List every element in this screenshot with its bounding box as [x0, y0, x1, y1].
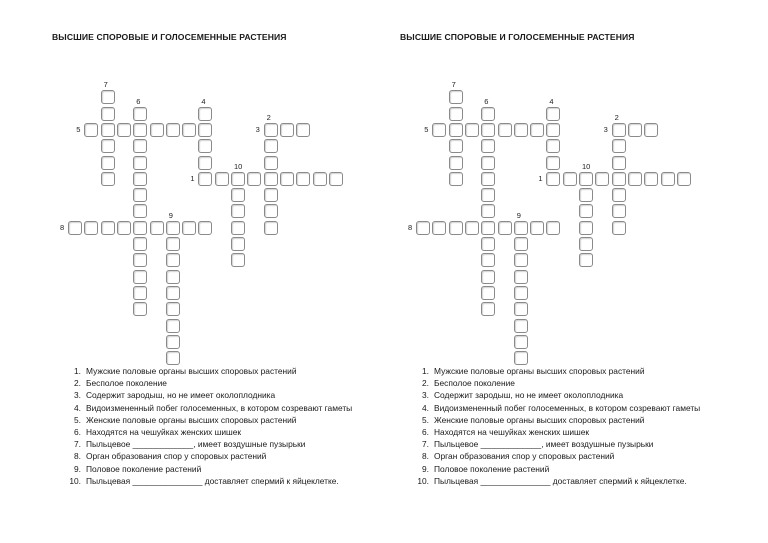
crossword-cell[interactable]: [498, 221, 512, 235]
crossword-grid: [400, 0, 740, 360]
crossword-cell[interactable]: [546, 156, 560, 170]
crossword-cell[interactable]: [231, 172, 245, 186]
crossword-cell[interactable]: [612, 172, 626, 186]
clue-number-label: 4: [549, 96, 554, 106]
clue-text: Видоизмененный побег голосеменных, в котором созревают гаметы: [434, 402, 701, 413]
crossword-cell[interactable]: [198, 139, 212, 153]
clue-number-label: 7: [451, 80, 456, 90]
clue-text: Находятся на чешуйках женских шишек: [86, 427, 242, 438]
clue-number: 10.: [417, 475, 429, 486]
clue-text: Пыльцевое _____________, имеет воздушные пузырьки: [86, 439, 306, 450]
crossword-cell[interactable]: [264, 139, 278, 153]
worksheet-right: [400, 0, 740, 543]
crossword-cell[interactable]: [449, 107, 463, 121]
crossword-cell[interactable]: [432, 123, 446, 137]
crossword-cell[interactable]: [198, 156, 212, 170]
clue-number-label: 8: [60, 222, 65, 232]
clue-number: 3.: [74, 390, 81, 401]
clue-text: Видоизмененный побег голосеменных, в котором созревают гаметы: [86, 402, 353, 413]
clue-item: [416, 402, 716, 414]
clue-number: 2.: [422, 378, 429, 389]
crossword-cell[interactable]: [481, 270, 495, 284]
clue-number-label: 4: [201, 96, 206, 106]
clue-number-label: 2: [614, 112, 619, 122]
crossword-cell[interactable]: [612, 123, 626, 137]
crossword-cell[interactable]: [198, 221, 212, 235]
crossword-cell[interactable]: [481, 139, 495, 153]
clue-item: [68, 426, 368, 438]
crossword-cell[interactable]: [481, 188, 495, 202]
clue-item: [68, 450, 368, 462]
crossword-cell[interactable]: [481, 286, 495, 300]
clue-item: [68, 402, 368, 414]
crossword-cell[interactable]: [133, 172, 147, 186]
worksheet-title: ВЫСШИЕ СПОРОВЫЕ И ГОЛОСЕМЕННЫЕ РАСТЕНИЯ: [52, 32, 287, 42]
clue-number: 2.: [74, 378, 81, 389]
clue-text: Мужские половые органы высших споровых растений: [86, 366, 297, 376]
crossword-cell[interactable]: [481, 302, 495, 316]
clue-number: 1.: [422, 366, 429, 376]
clue-text: Половое поколение растений: [86, 463, 202, 474]
crossword-cell[interactable]: [166, 335, 180, 349]
crossword-cell[interactable]: [198, 172, 212, 186]
crossword-cell[interactable]: [612, 139, 626, 153]
clue-item: [68, 475, 368, 487]
crossword-cell[interactable]: [264, 123, 278, 137]
clue-number-label: 3: [255, 124, 260, 134]
crossword-cell[interactable]: [182, 123, 196, 137]
crossword-cell[interactable]: [264, 204, 278, 218]
crossword-cell[interactable]: [644, 172, 658, 186]
crossword-cell[interactable]: [215, 172, 229, 186]
crossword-cell[interactable]: [264, 156, 278, 170]
crossword-cell[interactable]: [247, 172, 261, 186]
clue-number-label: 6: [484, 96, 489, 106]
crossword-cell[interactable]: [465, 123, 479, 137]
clue-text: Пыльцевая _______________ доставляет спермий к яйцеклетке.: [86, 475, 339, 486]
clue-item: [68, 365, 368, 377]
crossword-cell[interactable]: [101, 156, 115, 170]
crossword-cell[interactable]: [595, 172, 609, 186]
clue-list: [416, 365, 716, 487]
clue-item: [416, 426, 716, 438]
crossword-cell[interactable]: [612, 156, 626, 170]
crossword-cell[interactable]: [514, 335, 528, 349]
clue-number: 3.: [422, 390, 429, 401]
crossword-cell[interactable]: [514, 237, 528, 251]
clue-number-label: 10: [582, 161, 591, 171]
crossword-cell[interactable]: [514, 286, 528, 300]
crossword-cell[interactable]: [612, 188, 626, 202]
clue-text: Содержит зародыш, но не имеет околоплодника: [434, 390, 624, 401]
clue-number: 1.: [74, 366, 81, 376]
crossword-cell[interactable]: [166, 302, 180, 316]
crossword-cell[interactable]: [166, 286, 180, 300]
crossword-cell[interactable]: [133, 123, 147, 137]
crossword-cell[interactable]: [150, 221, 164, 235]
crossword-cell[interactable]: [280, 172, 294, 186]
crossword-cell[interactable]: [579, 204, 593, 218]
clue-number-label: 1: [190, 173, 195, 183]
crossword-cell[interactable]: [514, 319, 528, 333]
clue-text: Женские половые органы высших споровых растений: [434, 414, 645, 425]
clue-number-label: 8: [408, 222, 413, 232]
clue-number: 4.: [422, 402, 429, 413]
crossword-cell[interactable]: [166, 253, 180, 267]
crossword-cell[interactable]: [166, 237, 180, 251]
crossword-cell[interactable]: [101, 123, 115, 137]
clue-number-label: 5: [76, 124, 81, 134]
crossword-cell[interactable]: [166, 270, 180, 284]
crossword-cell[interactable]: [296, 172, 310, 186]
crossword-cell[interactable]: [514, 253, 528, 267]
crossword-cell[interactable]: [449, 123, 463, 137]
clue-number-label: 9: [168, 210, 173, 220]
crossword-cell[interactable]: [530, 123, 544, 137]
crossword-cell[interactable]: [166, 351, 180, 365]
crossword-cell[interactable]: [133, 139, 147, 153]
clue-number: 7.: [74, 439, 81, 450]
clue-text: Женские половые органы высших споровых растений: [86, 414, 297, 425]
clue-number: 9.: [422, 463, 429, 474]
clue-text: Находятся на чешуйках женских шишек: [434, 427, 590, 438]
crossword-cell[interactable]: [231, 188, 245, 202]
clue-list: [68, 365, 368, 487]
crossword-cell[interactable]: [481, 204, 495, 218]
crossword-cell[interactable]: [481, 172, 495, 186]
clue-number-label: 9: [516, 210, 521, 220]
clue-item: [416, 365, 716, 377]
crossword-cell[interactable]: [514, 351, 528, 365]
crossword-cell[interactable]: [481, 123, 495, 137]
clue-item: [68, 389, 368, 401]
crossword-cell[interactable]: [579, 188, 593, 202]
crossword-cell[interactable]: [101, 139, 115, 153]
crossword-cell[interactable]: [231, 204, 245, 218]
crossword-cell[interactable]: [133, 253, 147, 267]
crossword-cell[interactable]: [514, 221, 528, 235]
clue-item: [416, 475, 716, 487]
crossword-cell[interactable]: [546, 221, 560, 235]
crossword-cell[interactable]: [449, 221, 463, 235]
crossword-cell[interactable]: [579, 253, 593, 267]
crossword-cell[interactable]: [264, 172, 278, 186]
clue-number-label: 3: [603, 124, 608, 134]
clue-number-label: 5: [424, 124, 429, 134]
crossword-cell[interactable]: [546, 139, 560, 153]
crossword-cell[interactable]: [264, 221, 278, 235]
crossword-cell[interactable]: [546, 107, 560, 121]
crossword-cell[interactable]: [514, 270, 528, 284]
clue-item: [416, 389, 716, 401]
crossword-cell[interactable]: [481, 221, 495, 235]
crossword-cell[interactable]: [133, 221, 147, 235]
clue-number: 5.: [422, 414, 429, 425]
clue-text: Мужские половые органы высших споровых растений: [434, 366, 645, 376]
clue-item: [68, 438, 368, 450]
clue-number: 4.: [74, 402, 81, 413]
clue-text: Орган образования спор у споровых растений: [434, 451, 615, 462]
clue-item: [68, 463, 368, 475]
crossword-cell[interactable]: [133, 302, 147, 316]
clue-number: 10.: [69, 475, 81, 486]
crossword-cell[interactable]: [296, 123, 310, 137]
clue-number: 6.: [422, 427, 429, 438]
crossword-cell[interactable]: [101, 90, 115, 104]
crossword-cell[interactable]: [101, 221, 115, 235]
crossword-cell[interactable]: [481, 253, 495, 267]
clue-number-label: 7: [103, 80, 108, 90]
crossword-cell[interactable]: [264, 188, 278, 202]
clue-text: Пыльцевая _______________ доставляет спермий к яйцеклетке.: [434, 475, 687, 486]
crossword-cell[interactable]: [280, 123, 294, 137]
crossword-cell[interactable]: [416, 221, 430, 235]
crossword-cell[interactable]: [133, 188, 147, 202]
clue-text: Половое поколение растений: [434, 463, 550, 474]
clue-number: 8.: [422, 451, 429, 462]
crossword-cell[interactable]: [231, 237, 245, 251]
crossword-cell[interactable]: [449, 139, 463, 153]
clue-item: [68, 414, 368, 426]
crossword-cell[interactable]: [133, 107, 147, 121]
crossword-cell[interactable]: [579, 237, 593, 251]
crossword-cell[interactable]: [84, 221, 98, 235]
crossword-cell[interactable]: [150, 123, 164, 137]
clue-text: Орган образования спор у споровых растений: [86, 451, 267, 462]
crossword-cell[interactable]: [432, 221, 446, 235]
clue-number-label: 2: [266, 112, 271, 122]
clue-number: 7.: [422, 439, 429, 450]
crossword-cell[interactable]: [313, 172, 327, 186]
crossword-cell[interactable]: [231, 253, 245, 267]
clue-item: [416, 450, 716, 462]
crossword-cell[interactable]: [166, 123, 180, 137]
crossword-cell[interactable]: [231, 221, 245, 235]
crossword-cell[interactable]: [133, 270, 147, 284]
crossword-cell[interactable]: [117, 123, 131, 137]
crossword-cell[interactable]: [563, 172, 577, 186]
crossword-cell[interactable]: [117, 221, 131, 235]
clue-number: 6.: [74, 427, 81, 438]
crossword-cell[interactable]: [644, 123, 658, 137]
clue-number: 5.: [74, 414, 81, 425]
crossword-cell[interactable]: [612, 204, 626, 218]
clue-number-label: 1: [538, 173, 543, 183]
crossword-cell[interactable]: [612, 221, 626, 235]
crossword-cell[interactable]: [198, 107, 212, 121]
crossword-cell[interactable]: [579, 172, 593, 186]
crossword-cell[interactable]: [481, 237, 495, 251]
crossword-cell[interactable]: [579, 221, 593, 235]
crossword-cell[interactable]: [166, 221, 180, 235]
crossword-cell[interactable]: [661, 172, 675, 186]
crossword-cell[interactable]: [182, 221, 196, 235]
crossword-cell[interactable]: [677, 172, 691, 186]
crossword-cell[interactable]: [101, 172, 115, 186]
crossword-cell[interactable]: [449, 156, 463, 170]
clue-item: [416, 463, 716, 475]
clue-text: Бесполое поколение: [434, 378, 515, 389]
crossword-cell[interactable]: [465, 221, 479, 235]
clue-text: Содержит зародыш, но не имеет околоплодника: [86, 390, 276, 401]
crossword-cell[interactable]: [101, 107, 115, 121]
crossword-cell[interactable]: [133, 204, 147, 218]
crossword-grid: [52, 0, 392, 360]
crossword-cell[interactable]: [133, 286, 147, 300]
clue-item: [416, 414, 716, 426]
crossword-cell[interactable]: [133, 237, 147, 251]
clue-number: 8.: [74, 451, 81, 462]
crossword-cell[interactable]: [481, 156, 495, 170]
crossword-cell[interactable]: [84, 123, 98, 137]
crossword-cell[interactable]: [329, 172, 343, 186]
worksheet-title: ВЫСШИЕ СПОРОВЫЕ И ГОЛОСЕМЕННЫЕ РАСТЕНИЯ: [400, 32, 635, 42]
crossword-cell[interactable]: [628, 123, 642, 137]
clue-text: Пыльцевое _____________, имеет воздушные пузырьки: [434, 439, 654, 450]
crossword-cell[interactable]: [546, 123, 560, 137]
clue-item: [416, 438, 716, 450]
clue-item: [68, 377, 368, 389]
crossword-cell[interactable]: [530, 221, 544, 235]
crossword-cell[interactable]: [514, 123, 528, 137]
worksheet-left: [52, 0, 392, 543]
crossword-cell[interactable]: [449, 172, 463, 186]
crossword-cell[interactable]: [68, 221, 82, 235]
clue-text: Бесполое поколение: [86, 378, 167, 389]
clue-number-label: 10: [234, 161, 243, 171]
crossword-cell[interactable]: [166, 319, 180, 333]
clue-number: 9.: [74, 463, 81, 474]
crossword-cell[interactable]: [133, 156, 147, 170]
crossword-cell[interactable]: [498, 123, 512, 137]
crossword-cell[interactable]: [449, 90, 463, 104]
crossword-cell[interactable]: [514, 302, 528, 316]
clue-number-label: 6: [136, 96, 141, 106]
clue-item: [416, 377, 716, 389]
crossword-cell[interactable]: [198, 123, 212, 137]
crossword-cell[interactable]: [628, 172, 642, 186]
crossword-cell[interactable]: [546, 172, 560, 186]
crossword-cell[interactable]: [481, 107, 495, 121]
